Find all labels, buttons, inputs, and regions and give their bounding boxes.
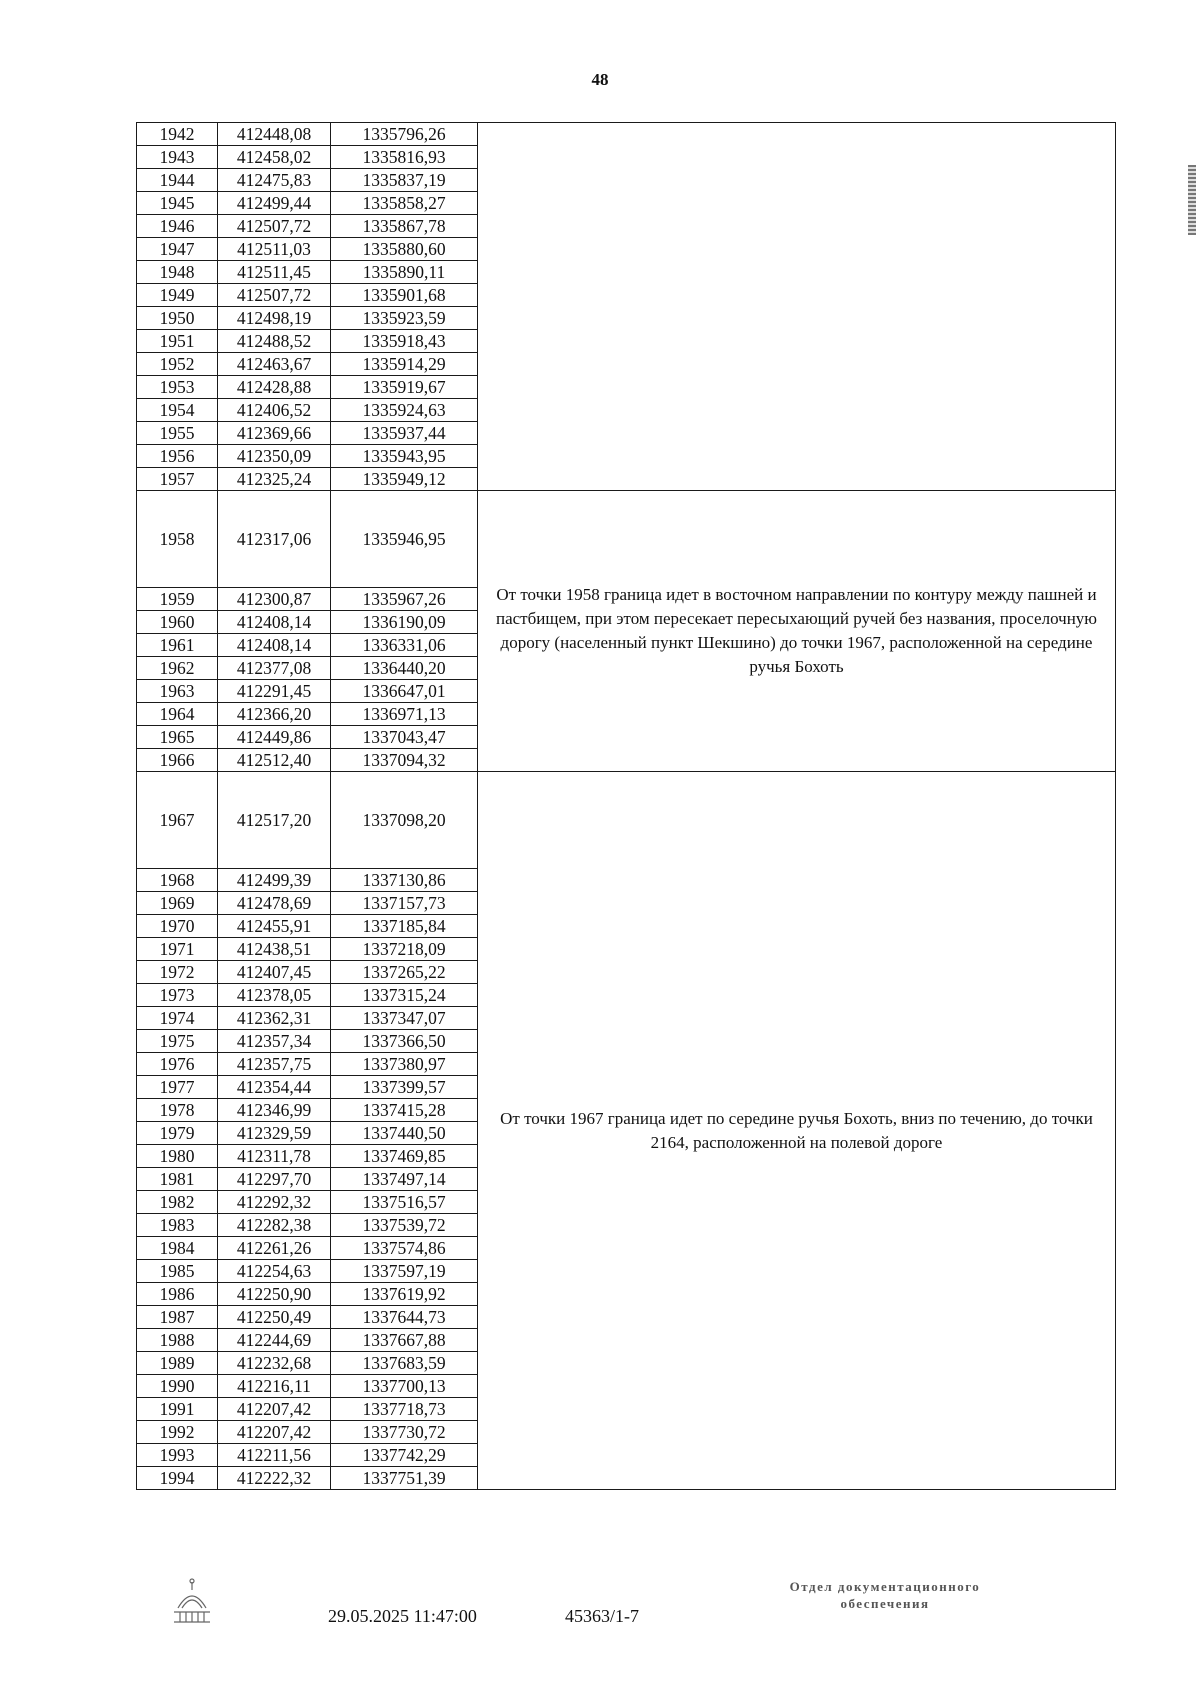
y-coordinate-cell: 1335901,68	[331, 284, 478, 307]
y-coordinate-cell: 1337718,73	[331, 1398, 478, 1421]
x-coordinate-cell: 412507,72	[218, 284, 331, 307]
x-coordinate-cell: 412254,63	[218, 1260, 331, 1283]
y-coordinate-cell: 1337497,14	[331, 1168, 478, 1191]
y-coordinate-cell: 1337730,72	[331, 1421, 478, 1444]
y-coordinate-cell: 1335946,95	[331, 491, 478, 588]
x-coordinate-cell: 412207,42	[218, 1398, 331, 1421]
point-number-cell: 1975	[137, 1030, 218, 1053]
point-number-cell: 1963	[137, 680, 218, 703]
x-coordinate-cell: 412250,49	[218, 1306, 331, 1329]
y-coordinate-cell: 1337130,86	[331, 869, 478, 892]
y-coordinate-cell: 1335918,43	[331, 330, 478, 353]
point-number-cell: 1957	[137, 468, 218, 491]
point-number-cell: 1978	[137, 1099, 218, 1122]
point-number-cell: 1951	[137, 330, 218, 353]
x-coordinate-cell: 412463,67	[218, 353, 331, 376]
y-coordinate-cell: 1337742,29	[331, 1444, 478, 1467]
x-coordinate-cell: 412448,08	[218, 123, 331, 146]
x-coordinate-cell: 412378,05	[218, 984, 331, 1007]
organization-logo	[168, 1578, 216, 1628]
point-number-cell: 1960	[137, 611, 218, 634]
point-number-cell: 1981	[137, 1168, 218, 1191]
point-number-cell: 1962	[137, 657, 218, 680]
y-coordinate-cell: 1337380,97	[331, 1053, 478, 1076]
point-number-cell: 1977	[137, 1076, 218, 1099]
point-number-cell: 1959	[137, 588, 218, 611]
x-coordinate-cell: 412408,14	[218, 611, 331, 634]
y-coordinate-cell: 1335923,59	[331, 307, 478, 330]
point-number-cell: 1964	[137, 703, 218, 726]
point-number-cell: 1970	[137, 915, 218, 938]
y-coordinate-cell: 1335919,67	[331, 376, 478, 399]
page-number: 48	[591, 70, 609, 89]
point-number-cell: 1984	[137, 1237, 218, 1260]
point-number-cell: 1982	[137, 1191, 218, 1214]
x-coordinate-cell: 412329,59	[218, 1122, 331, 1145]
table-row	[137, 123, 1116, 146]
y-coordinate-cell: 1336331,06	[331, 634, 478, 657]
x-coordinate-cell: 412499,44	[218, 192, 331, 215]
x-coordinate-cell: 412478,69	[218, 892, 331, 915]
point-number-cell: 1993	[137, 1444, 218, 1467]
x-coordinate-cell: 412261,26	[218, 1237, 331, 1260]
y-coordinate-cell: 1335880,60	[331, 238, 478, 261]
x-coordinate-cell: 412507,72	[218, 215, 331, 238]
department-stamp-line2: обеспечения	[840, 1596, 930, 1611]
x-coordinate-cell: 412292,32	[218, 1191, 331, 1214]
point-number-cell: 1986	[137, 1283, 218, 1306]
x-coordinate-cell: 412300,87	[218, 588, 331, 611]
y-coordinate-cell: 1337683,59	[331, 1352, 478, 1375]
x-coordinate-cell: 412291,45	[218, 680, 331, 703]
y-coordinate-cell: 1337440,50	[331, 1122, 478, 1145]
x-coordinate-cell: 412207,42	[218, 1421, 331, 1444]
x-coordinate-cell: 412511,45	[218, 261, 331, 284]
y-coordinate-cell: 1337157,73	[331, 892, 478, 915]
x-coordinate-cell: 412369,66	[218, 422, 331, 445]
x-coordinate-cell: 412250,90	[218, 1283, 331, 1306]
point-number-cell: 1953	[137, 376, 218, 399]
x-coordinate-cell: 412366,20	[218, 703, 331, 726]
x-coordinate-cell: 412428,88	[218, 376, 331, 399]
point-number-cell: 1965	[137, 726, 218, 749]
point-number-cell: 1992	[137, 1421, 218, 1444]
x-coordinate-cell: 412211,56	[218, 1444, 331, 1467]
point-number-cell: 1943	[137, 146, 218, 169]
x-coordinate-cell: 412244,69	[218, 1329, 331, 1352]
point-number-cell: 1994	[137, 1467, 218, 1490]
x-coordinate-cell: 412325,24	[218, 468, 331, 491]
point-number-cell: 1989	[137, 1352, 218, 1375]
y-coordinate-cell: 1337043,47	[331, 726, 478, 749]
y-coordinate-cell: 1337415,28	[331, 1099, 478, 1122]
y-coordinate-cell: 1337347,07	[331, 1007, 478, 1030]
coordinates-table-body	[137, 123, 1116, 1490]
y-coordinate-cell: 1336971,13	[331, 703, 478, 726]
x-coordinate-cell: 412362,31	[218, 1007, 331, 1030]
point-number-cell: 1987	[137, 1306, 218, 1329]
point-number-cell: 1976	[137, 1053, 218, 1076]
point-number-cell: 1990	[137, 1375, 218, 1398]
point-number-cell: 1947	[137, 238, 218, 261]
y-coordinate-cell: 1337516,57	[331, 1191, 478, 1214]
point-number-cell: 1942	[137, 123, 218, 146]
x-coordinate-cell: 412488,52	[218, 330, 331, 353]
point-number-cell: 1983	[137, 1214, 218, 1237]
point-number-cell: 1952	[137, 353, 218, 376]
y-coordinate-cell: 1337700,13	[331, 1375, 478, 1398]
y-coordinate-cell: 1337619,92	[331, 1283, 478, 1306]
x-coordinate-cell: 412458,02	[218, 146, 331, 169]
x-coordinate-cell: 412350,09	[218, 445, 331, 468]
x-coordinate-cell: 412517,20	[218, 772, 331, 869]
footer-doc-number: 45363/1-7	[565, 1606, 639, 1626]
footer-datetime: 29.05.2025 11:47:00	[328, 1606, 477, 1626]
point-number-cell: 1974	[137, 1007, 218, 1030]
x-coordinate-cell: 412449,86	[218, 726, 331, 749]
x-coordinate-cell: 412311,78	[218, 1145, 331, 1168]
x-coordinate-cell: 412438,51	[218, 938, 331, 961]
table-row	[137, 772, 1116, 869]
y-coordinate-cell: 1336190,09	[331, 611, 478, 634]
y-coordinate-cell: 1337667,88	[331, 1329, 478, 1352]
y-coordinate-cell: 1337751,39	[331, 1467, 478, 1490]
y-coordinate-cell: 1335924,63	[331, 399, 478, 422]
y-coordinate-cell: 1335914,29	[331, 353, 478, 376]
y-coordinate-cell: 1335867,78	[331, 215, 478, 238]
point-number-cell: 1979	[137, 1122, 218, 1145]
y-coordinate-cell: 1335949,12	[331, 468, 478, 491]
x-coordinate-cell: 412455,91	[218, 915, 331, 938]
y-coordinate-cell: 1337185,84	[331, 915, 478, 938]
x-coordinate-cell: 412357,34	[218, 1030, 331, 1053]
point-number-cell: 1958	[137, 491, 218, 588]
point-number-cell: 1968	[137, 869, 218, 892]
x-coordinate-cell: 412475,83	[218, 169, 331, 192]
point-number-cell: 1985	[137, 1260, 218, 1283]
y-coordinate-cell: 1337469,85	[331, 1145, 478, 1168]
y-coordinate-cell: 1336647,01	[331, 680, 478, 703]
x-coordinate-cell: 412222,32	[218, 1467, 331, 1490]
x-coordinate-cell: 412512,40	[218, 749, 331, 772]
x-coordinate-cell: 412511,03	[218, 238, 331, 261]
description-cell-empty	[478, 123, 1116, 491]
y-coordinate-cell: 1336440,20	[331, 657, 478, 680]
x-coordinate-cell: 412282,38	[218, 1214, 331, 1237]
y-coordinate-cell: 1335890,11	[331, 261, 478, 284]
y-coordinate-cell: 1337597,19	[331, 1260, 478, 1283]
point-number-cell: 1954	[137, 399, 218, 422]
point-number-cell: 1980	[137, 1145, 218, 1168]
y-coordinate-cell: 1335816,93	[331, 146, 478, 169]
point-number-cell: 1991	[137, 1398, 218, 1421]
y-coordinate-cell: 1337098,20	[331, 772, 478, 869]
y-coordinate-cell: 1335796,26	[331, 123, 478, 146]
x-coordinate-cell: 412354,44	[218, 1076, 331, 1099]
y-coordinate-cell: 1335937,44	[331, 422, 478, 445]
y-coordinate-cell: 1337644,73	[331, 1306, 478, 1329]
x-coordinate-cell: 412232,68	[218, 1352, 331, 1375]
point-number-cell: 1948	[137, 261, 218, 284]
y-coordinate-cell: 1337218,09	[331, 938, 478, 961]
y-coordinate-cell: 1337265,22	[331, 961, 478, 984]
x-coordinate-cell: 412499,39	[218, 869, 331, 892]
point-number-cell: 1966	[137, 749, 218, 772]
x-coordinate-cell: 412377,08	[218, 657, 331, 680]
y-coordinate-cell: 1335967,26	[331, 588, 478, 611]
scan-edge-mark	[1188, 165, 1196, 235]
x-coordinate-cell: 412408,14	[218, 634, 331, 657]
x-coordinate-cell: 412297,70	[218, 1168, 331, 1191]
x-coordinate-cell: 412346,99	[218, 1099, 331, 1122]
point-number-cell: 1988	[137, 1329, 218, 1352]
x-coordinate-cell: 412407,45	[218, 961, 331, 984]
point-number-cell: 1950	[137, 307, 218, 330]
y-coordinate-cell: 1337574,86	[331, 1237, 478, 1260]
department-stamp	[740, 1578, 1030, 1612]
point-number-cell: 1944	[137, 169, 218, 192]
coordinates-table	[136, 122, 1116, 1490]
y-coordinate-cell: 1337539,72	[331, 1214, 478, 1237]
description-cell-1958: От точки 1958 граница идет в восточном направлении по контуру между пашней и пастбищем, при этом пересекает пересыхающий ручей без названия, проселочную дорогу (населенный пункт Шекшино) до точки 1967, расположенной на середине ручья Бохоть	[478, 491, 1116, 772]
point-number-cell: 1946	[137, 215, 218, 238]
point-number-cell: 1956	[137, 445, 218, 468]
x-coordinate-cell: 412317,06	[218, 491, 331, 588]
description-cell-1967: От точки 1967 граница идет по середине ручья Бохоть, вниз по течению, до точки 2164, расположенной на полевой дороге	[478, 772, 1116, 1490]
x-coordinate-cell: 412357,75	[218, 1053, 331, 1076]
table-row	[137, 491, 1116, 588]
y-coordinate-cell: 1337315,24	[331, 984, 478, 1007]
y-coordinate-cell: 1335858,27	[331, 192, 478, 215]
point-number-cell: 1945	[137, 192, 218, 215]
point-number-cell: 1969	[137, 892, 218, 915]
point-number-cell: 1949	[137, 284, 218, 307]
y-coordinate-cell: 1337399,57	[331, 1076, 478, 1099]
y-coordinate-cell: 1335943,95	[331, 445, 478, 468]
point-number-cell: 1961	[137, 634, 218, 657]
point-number-cell: 1972	[137, 961, 218, 984]
point-number-cell: 1955	[137, 422, 218, 445]
x-coordinate-cell: 412406,52	[218, 399, 331, 422]
y-coordinate-cell: 1337094,32	[331, 749, 478, 772]
point-number-cell: 1973	[137, 984, 218, 1007]
y-coordinate-cell: 1335837,19	[331, 169, 478, 192]
point-number-cell: 1971	[137, 938, 218, 961]
x-coordinate-cell: 412216,11	[218, 1375, 331, 1398]
point-number-cell: 1967	[137, 772, 218, 869]
department-stamp-line1: Отдел документационного	[789, 1579, 981, 1594]
y-coordinate-cell: 1337366,50	[331, 1030, 478, 1053]
x-coordinate-cell: 412498,19	[218, 307, 331, 330]
